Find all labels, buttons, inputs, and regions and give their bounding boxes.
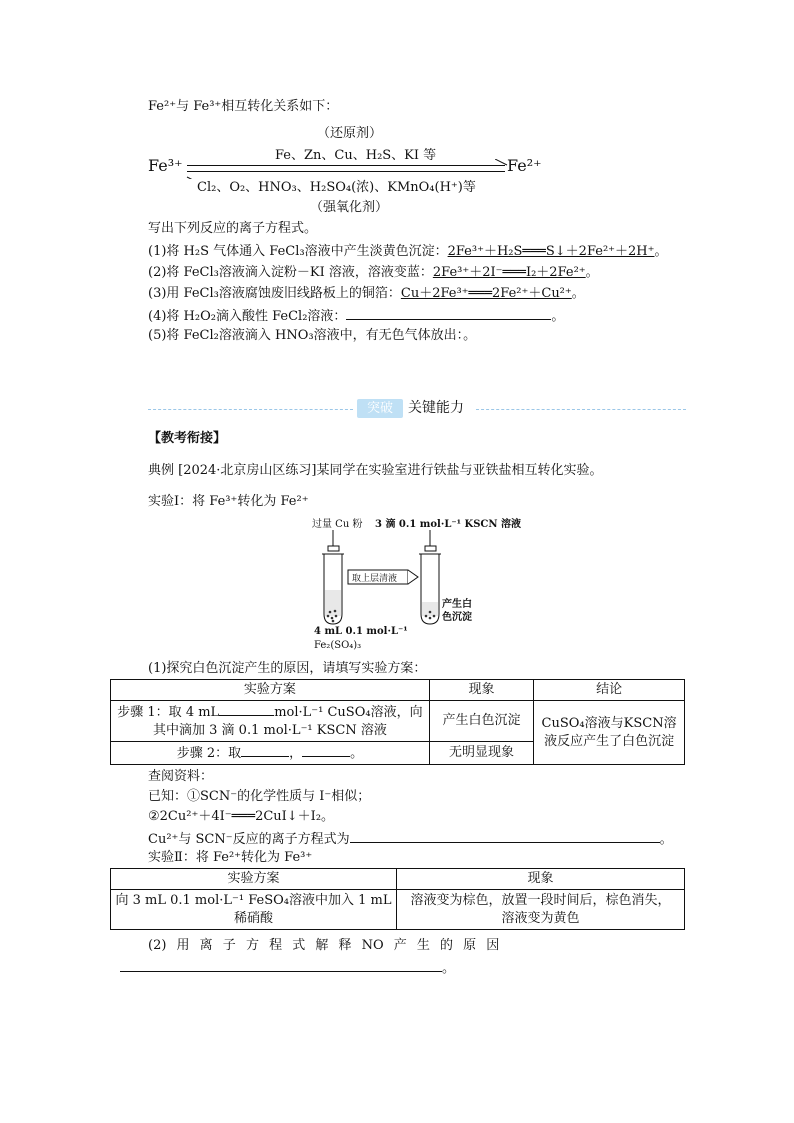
info-title: 查阅资料： [148, 769, 214, 784]
question-5: (5)将 FeCl₂溶液滴入 HNO₃溶液中，有无色气体放出：。 [148, 328, 477, 343]
experiment-1-title: 实验Ⅰ：将 Fe³⁺转化为 Fe²⁺ [148, 494, 309, 509]
exp2-observation-line-2: 溶液变为黄色 [501, 910, 580, 926]
step-2-text-a: 步骤 2：取 [176, 746, 242, 761]
section-tag: 突破 [357, 399, 403, 418]
q2-prompt: (2) 用 离 子 方 程 式 解 释 NO 产 生 的 原 因 [148, 938, 500, 953]
reagent-1-label: 过量 Cu 粉 [312, 519, 363, 530]
header-plan: 实验方案 [111, 680, 430, 701]
question-4 [148, 306, 564, 326]
reducer-label: （还原剂） [317, 126, 383, 141]
period: 。 [551, 309, 565, 324]
equation-prompt [148, 829, 673, 849]
section-divider-right [476, 409, 686, 411]
question-1-text: (1)将 H₂S 气体通入 FeCl₃溶液中产生淡黄色沉淀： [148, 244, 448, 259]
example-text: 典例 [2024·北京房山区练习]某同学在实验室进行铁盐与亚铁盐相互转化实验。 [148, 463, 603, 478]
section-divider-left [148, 409, 353, 411]
q2-blank[interactable] [120, 958, 442, 972]
q1-prompt: (1)探究白色沉淀产生的原因，请填写实验方案： [148, 661, 427, 676]
period: 。 [350, 746, 364, 761]
result-label-1: 产生白 [442, 599, 472, 610]
question-3 [148, 285, 585, 303]
forward-arrow [187, 165, 505, 166]
period: 。 [659, 832, 673, 847]
write-prompt: 写出下列反应的离子方程式。 [148, 221, 318, 236]
known-2: ②2Cu²⁺＋4I⁻═══2CuI↓＋I₂。 [148, 809, 335, 824]
step-1-cell [111, 701, 430, 742]
period: 。 [442, 961, 456, 976]
ion-fe2: Fe²⁺ [507, 156, 542, 175]
oxidizer-label: （强氧化剂） [310, 200, 389, 215]
step-1-text-b: mol·L⁻¹ CuSO₄溶液，向 [274, 705, 423, 720]
experiment-2-title: 实验Ⅱ：将 Fe²⁺转化为 Fe³⁺ [148, 850, 313, 865]
period: 。 [585, 265, 599, 280]
plan-table-1 [110, 679, 685, 765]
ion-fe3: Fe³⁺ [148, 156, 183, 175]
conversion-diagram [145, 118, 565, 218]
answer-blank[interactable] [346, 306, 551, 320]
solution-label-1: 4 mL 0.1 mol·L⁻¹ [314, 626, 408, 637]
exp2-plan-line-1: 向 3 mL 0.1 mol·L⁻¹ FeSO₄溶液中加入 1 mL [115, 892, 392, 908]
reverse-arrow [187, 171, 505, 172]
question-2-text: (2)将 FeCl₃溶液滴入淀粉－KI 溶液，溶液变蓝： [148, 265, 433, 280]
question-2 [148, 264, 599, 282]
step-2-blank-1[interactable] [241, 743, 289, 757]
question-1-answer: 2Fe³⁺＋H₂S═══S↓＋2Fe²⁺＋2H⁺ [447, 244, 655, 259]
step-1-text-a: 步骤 1：取 4 mL [117, 705, 220, 720]
experiment-figure [300, 512, 530, 657]
reducers-text: Fe、Zn、Cu、H₂S、KI 等 [275, 148, 437, 163]
exp2-header-observation: 现象 [397, 869, 685, 890]
equation-prompt-text: Cu²⁺与 SCN⁻反应的离子方程式为 [148, 832, 350, 847]
question-4-text: (4)将 H₂O₂滴入酸性 FeCl₂溶液： [148, 309, 347, 324]
transfer-label: 取上层清液 [352, 574, 398, 584]
solution-label-2: Fe₂(SO₄)₃ [314, 640, 362, 651]
observation-2: 无明显现象 [429, 742, 533, 765]
step-2-blank-2[interactable] [302, 743, 350, 757]
step-1-text-c: 其中滴加 3 滴 0.1 mol·L⁻¹ KSCN 溶液 [153, 723, 387, 738]
step-2-text-b: ， [289, 746, 303, 761]
reagent-2-label: 3 滴 0.1 mol·L⁻¹ KSCN 溶液 [375, 519, 521, 530]
exp2-plan-cell [111, 890, 397, 930]
step-2-cell [111, 742, 430, 765]
question-3-text: (3)用 FeCl₃溶液腐蚀废旧线路板上的铜箔： [148, 286, 401, 301]
question-2-answer: 2Fe³⁺＋2I⁻═══I₂＋2Fe²⁺ [432, 265, 586, 280]
equation-blank[interactable] [350, 829, 660, 843]
q2-answer-line [120, 958, 455, 978]
result-label-2: 色沉淀 [442, 612, 472, 623]
step-1-blank[interactable] [219, 702, 274, 716]
conclusion-cell: CuSO₄溶液与KSCN溶液反应产生了白色沉淀 [534, 701, 685, 765]
plan-table-2 [110, 868, 685, 930]
header-conclusion: 结论 [534, 680, 685, 701]
period: 。 [571, 286, 585, 301]
question-3-answer: Cu＋2Fe³⁺═══2Fe²⁺＋Cu²⁺ [400, 286, 572, 301]
known-1: 已知：①SCN⁻的化学性质与 I⁻相似； [148, 789, 371, 804]
teaching-label: 【教考衔接】 [148, 431, 227, 446]
exp2-plan-line-2: 稀硝酸 [233, 910, 273, 926]
observation-1: 产生白色沉淀 [429, 701, 533, 742]
exp2-observation-cell [397, 890, 685, 930]
section-title: 关键能力 [408, 400, 464, 416]
exp2-header-plan: 实验方案 [111, 869, 397, 890]
relation-title: Fe²⁺与 Fe³⁺相互转化关系如下： [148, 99, 339, 114]
period: 。 [654, 244, 668, 259]
exp2-observation-line-1: 溶液变为棕色，放置一段时间后，棕色消失， [410, 892, 671, 908]
header-observation: 现象 [429, 680, 533, 701]
question-1 [148, 243, 668, 261]
oxidizers-text: Cl₂、O₂、HNO₃、H₂SO₄(浓)、KMnO₄(H⁺)等 [197, 180, 476, 195]
